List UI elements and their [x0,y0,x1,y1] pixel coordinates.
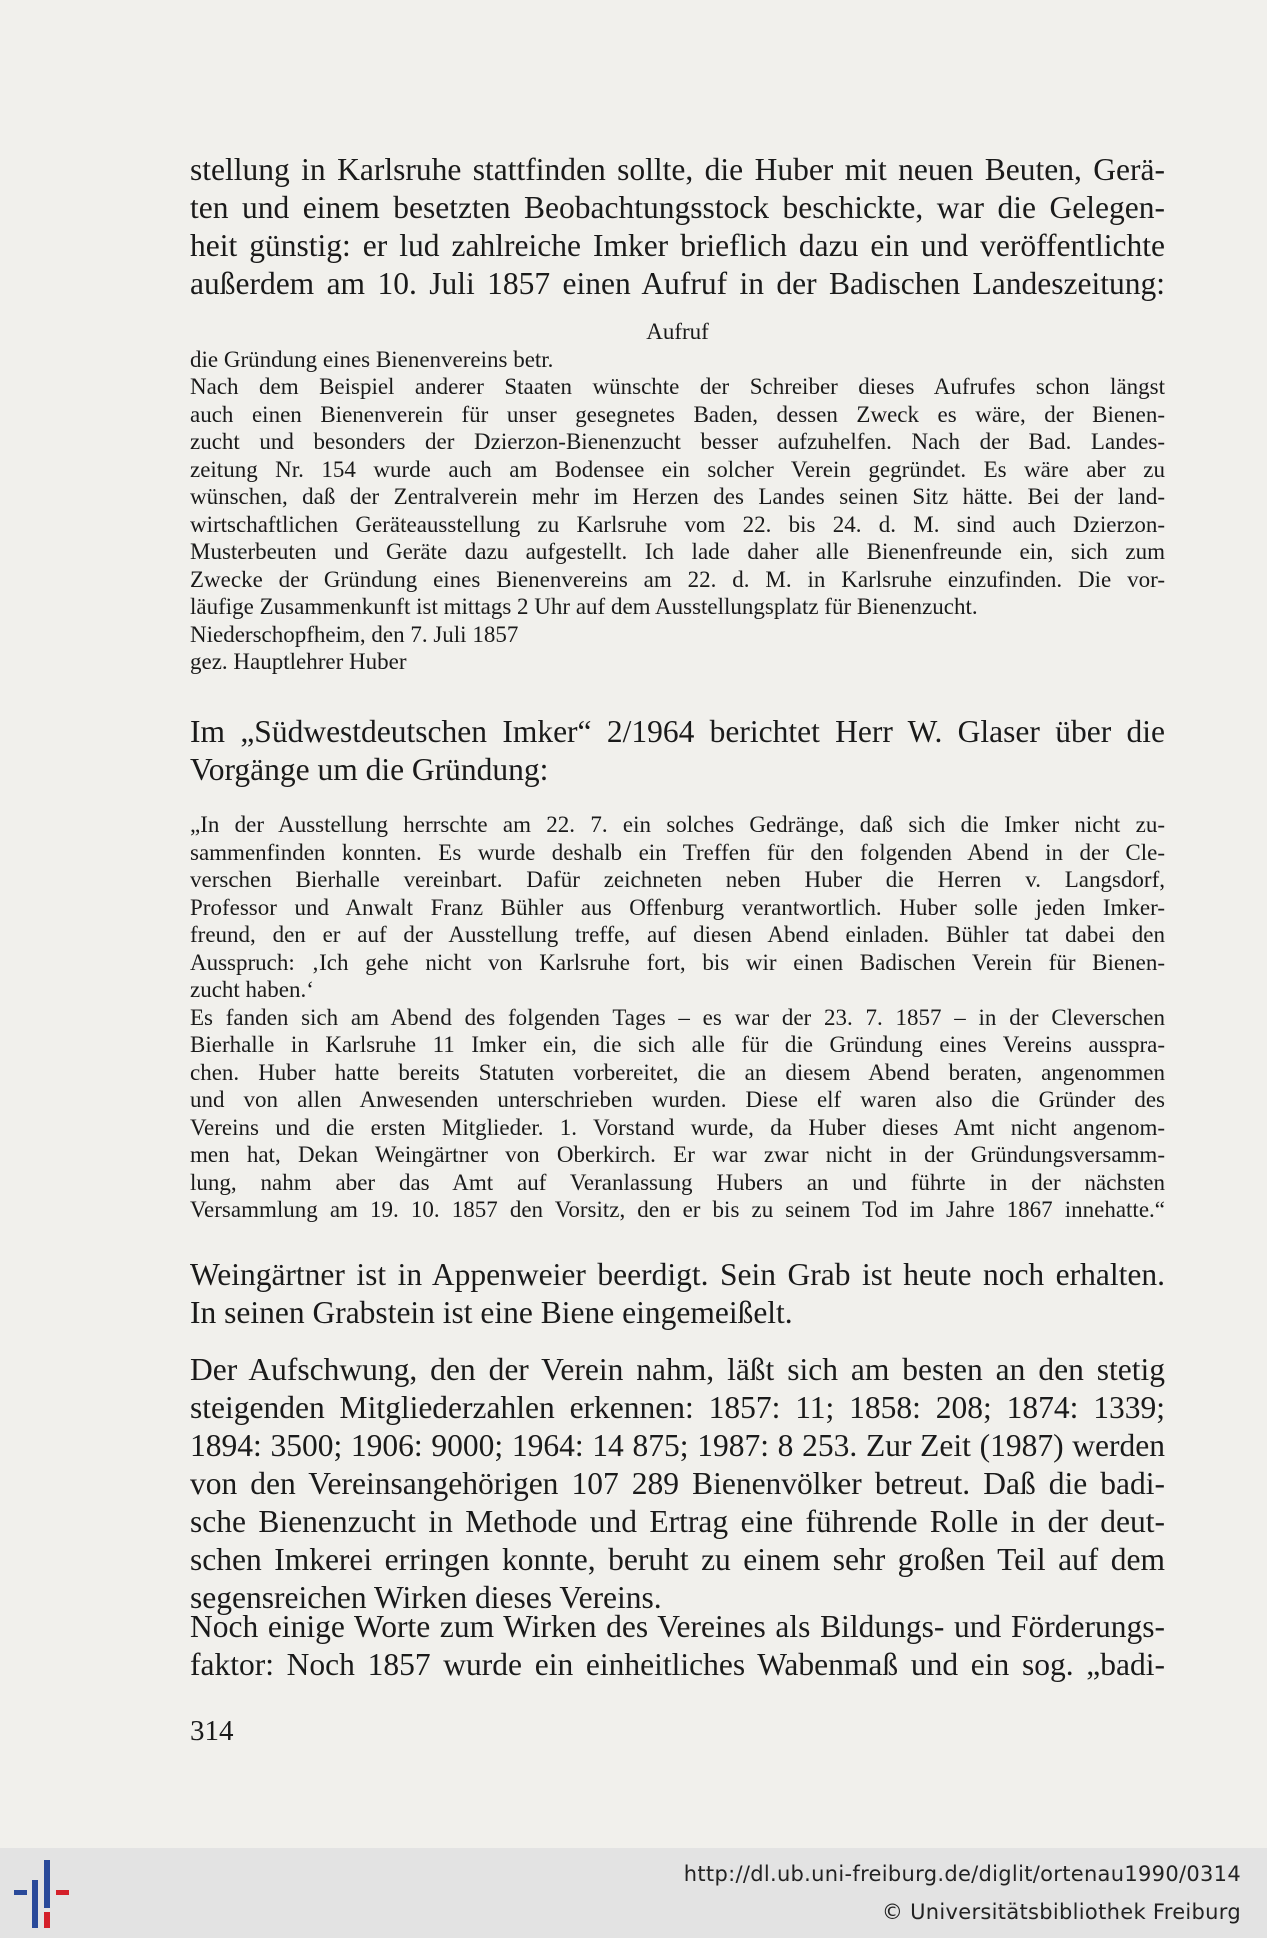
text-line: segensreichen Wirken dieses Vereins. [190,1580,662,1615]
text-line: Vorgänge um die Gründung: [190,752,549,787]
paragraph-membership [190,1351,1165,1617]
text-line: chen. Huber hatte bereits Statuten vorbereitet, die an diesem Abend beraten, angenommen [190,1059,1165,1085]
aufruf-quote [190,318,1165,676]
page-number: 314 [190,1715,234,1747]
text-line: Der Aufschwung, den der Verein nahm, läßt sich am besten an den stetig [190,1352,1165,1387]
text-line: heit günstig: er lud zahlreiche Imker brieflich dazu ein und veröffentlichte [190,228,1165,263]
text-line: In seinen Grabstein ist eine Biene eingemeißelt. [190,1295,793,1330]
text-line: stellung in Karlsruhe stattfinden sollte, die Huber mit neuen Beuten, Gerä- [190,152,1165,187]
paragraph-intro [190,151,1165,303]
source-url-link[interactable]: http://dl.ub.uni-freiburg.de/diglit/ortenau1990/0314 [683,1862,1241,1886]
text-line: Im „Südwestdeutschen Imker“ 2/1964 berichtet Herr W. Glaser über die [190,714,1165,749]
text-line: ten und einem besetzten Beobachtungsstock beschickte, war die Gelegen- [190,190,1165,225]
text-line: wirtschaftlichen Geräteausstellung zu Karlsruhe vom 22. bis 24. d. M. sind auch Dzierzon- [190,511,1165,537]
text-line: sche Bienenzucht in Methode und Ertrag eine führende Rolle in der deut- [190,1504,1165,1539]
copyright-text: © Universitätsbibliothek Freiburg [881,1900,1241,1924]
text-line: steigenden Mitgliederzahlen erkennen: 1857: 11; 1858: 208; 1874: 1339; [190,1390,1165,1425]
glaser-quote [190,811,1165,1224]
text-line: Ausspruch: ‚Ich gehe nicht von Karlsruhe fort, bis wir einen Badischen Verein für Bienen- [190,949,1165,975]
text-line: sammenfinden konnten. Es wurde deshalb ein Treffen für den folgenden Abend in der Cle- [190,839,1165,865]
text-line: wünschen, daß der Zentralverein mehr im Herzen des Landes seinen Sitz hätte. Bei der land- [190,484,1165,509]
aufruf-title: Aufruf [646,319,709,344]
text-line: auch einen Bienenverein für unser gesegnetes Baden, dessen Zweck es wäre, der Bienen- [190,401,1165,427]
text-line: Versammlung am 19. 10. 1857 den Vorsitz, den er bis zu seinem Tod im Jahre 1867 innehatte.“ [190,1197,1165,1222]
text-line: freund, den er auf der Ausstellung treffe, auf diesen Abend einladen. Bühler tat dabei den [190,922,1165,947]
text-line: zucht haben.‘ [190,977,314,1002]
text-line: verschen Bierhalle vereinbart. Dafür zeichneten neben Huber die Herren v. Langsdorf, [190,867,1165,892]
text-line: Musterbeuten und Geräte dazu aufgestellt. Ich lade daher alle Bienenfreunde ein, sich zum [190,539,1165,564]
text-line: men hat, Dekan Weingärtner von Oberkirch. Er war zwar nicht in der Gründungsversamm- [190,1142,1165,1167]
text-line: Professor und Anwalt Franz Bühler aus Offenburg verantwortlich. Huber solle jeden Imker- [190,894,1165,920]
text-line: Nach dem Beispiel anderer Staaten wünschte der Schreiber dieses Aufrufes schon längst [190,374,1165,399]
paragraph-grave [190,1256,1165,1332]
text-line: lung, nahm aber das Amt auf Veranlassung Hubers an und führte in der nächsten [190,1169,1165,1195]
text-line: läufige Zusammenkunft ist mittags 2 Uhr auf dem Ausstellungsplatz für Bienenzucht. [190,594,978,619]
ub-freiburg-logo-icon[interactable] [14,1860,84,1928]
text-line: Bierhalle in Karlsruhe 11 Imker ein, die sich alle für die Gründung eines Vereins ausspra- [190,1032,1165,1057]
paragraph-closing [190,1608,1165,1684]
text-line: zucht und besonders der Dzierzon-Bienenzucht besser aufzuhelfen. Nach der Bad. Landes- [190,429,1165,454]
text-line: Weingärtner ist in Appenweier beerdigt. Sein Grab ist heute noch erhalten. [190,1257,1165,1292]
text-line: Vereins und die ersten Mitglieder. 1. Vorstand wurde, da Huber dieses Amt nicht angenom- [190,1114,1165,1140]
text-line: von den Vereinsangehörigen 107 289 Bienenvölker betreut. Daß die badi- [190,1466,1165,1501]
text-line: die Gründung eines Bienenvereins betr. [190,346,554,372]
footer-bar [0,1848,1267,1938]
text-line: Es fanden sich am Abend des folgenden Tages – es war der 23. 7. 1857 – in der Cleverschen [190,1004,1165,1030]
text-line: 1894: 3500; 1906: 9000; 1964: 14 875; 1987: 8 253. Zur Zeit (1987) werden [190,1428,1165,1463]
text-line: schen Imkerei erringen konnte, beruht zu einem sehr großen Teil auf dem [190,1542,1165,1577]
text-line: Noch einige Worte zum Wirken des Vereines als Bildungs- und Förderungs- [190,1609,1165,1644]
text-line: „In der Ausstellung herrschte am 22. 7. ein solches Gedränge, daß sich die Imker nicht zu- [190,812,1165,837]
paragraph-glaser [190,713,1165,789]
text-line: Niederschopfheim, den 7. Juli 1857 [190,621,519,647]
text-line: Zwecke der Gründung eines Bienenvereins am 22. d. M. in Karlsruhe einzufinden. Die vor- [190,566,1165,592]
text-line: gez. Hauptlehrer Huber [190,649,407,674]
text-line: und von allen Anwesenden unterschrieben wurden. Diese elf waren also die Gründer des [190,1087,1165,1112]
text-line: außerdem am 10. Juli 1857 einen Aufruf in der Badischen Landeszeitung: [190,266,1165,301]
text-line: zeitung Nr. 154 wurde auch am Bodensee ein solcher Verein gegründet. Es wäre aber zu [190,456,1165,482]
text-line: faktor: Noch 1857 wurde ein einheitliches Wabenmaß und ein sog. „badi- [190,1647,1165,1682]
